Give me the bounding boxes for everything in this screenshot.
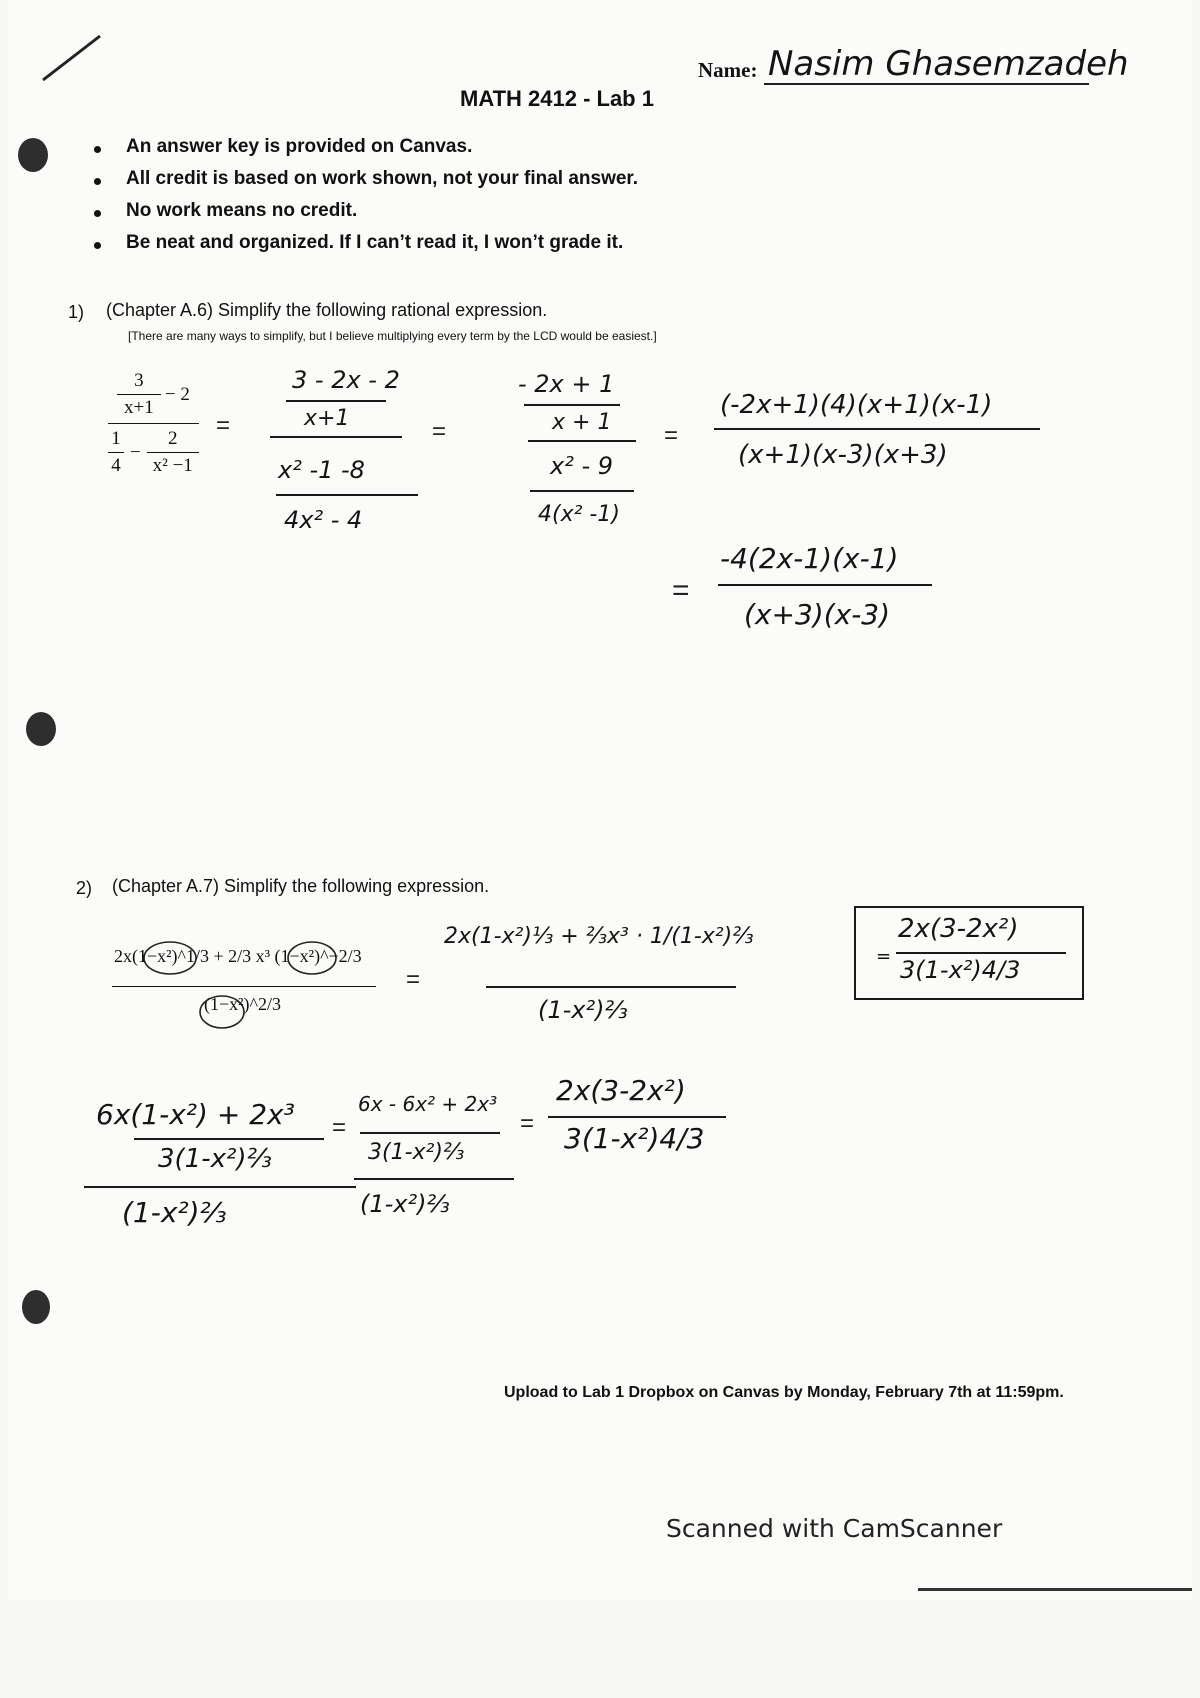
pen-stroke-mark [38,30,108,90]
given-bottom-a-denominator: 4 [111,455,121,476]
p2-answer-bar [896,952,1066,954]
scan-edge-line [918,1588,1192,1591]
scanned-page [8,0,1192,1600]
p1-step2-bottom-numerator: x² - 9 [550,452,614,480]
bullet-icon [94,178,101,185]
p2-step3-top: 6x - 6x² + 2x³ [358,1092,498,1116]
equals-sign: = [876,946,892,967]
given-bottom-b-denominator: x² −1 [152,455,193,476]
p2-step2-denominator: (1-x²)⅔ [122,1196,227,1229]
equals-sign: = [406,966,421,993]
p1-step4-numerator: -4(2x-1)(x-1) [720,542,899,575]
p1-step1-bottom-numerator: x² -1 -8 [278,456,365,484]
p2-step3-denominator: (1-x²)⅔ [360,1190,450,1218]
given-top-minus: − 2 [164,383,190,405]
p2-step3-middle: 3(1-x²)⅔ [368,1140,465,1165]
problem-1-hint: [There are many ways to simplify, but I believe multiplying every term by the LCD would be easiest.] [128,329,657,343]
instruction-item: All credit is based on work shown, not your final answer. [126,168,639,189]
problem-2-prompt: (Chapter A.7) Simplify the following expression. [112,876,490,896]
equals-sign: = [216,412,231,439]
given-top-numerator: 3 [134,370,144,391]
p1-step1-bottom-denominator: 4x² - 4 [284,506,363,534]
p2-step2-middle: 3(1-x²)⅔ [158,1144,272,1174]
p2-step4-bar [548,1116,726,1118]
page-title: MATH 2412 - Lab 1 [460,86,654,111]
bullet-icon [94,242,101,249]
instruction-item: Be neat and organized. If I can’t read it, I won’t grade it. [126,232,624,253]
p1-step2-top-numerator: - 2x + 1 [518,370,615,398]
bullet-icon [94,210,101,217]
p1-step1-top-numerator: 3 - 2x - 2 [292,366,400,394]
p1-step4-denominator: (x+3)(x-3) [744,598,891,631]
p2-answer-denominator: 3(1-x²)4/3 [900,956,1021,984]
equals-sign: = [432,418,447,445]
p2-step3-main-bar [354,1178,514,1180]
problem-1-number: 1) [68,302,85,322]
p1-step2-main-bar [528,440,636,442]
problem-1-prompt: (Chapter A.6) Simplify the following rational expression. [106,300,548,320]
given-bottom-b-numerator: 2 [167,428,178,449]
equals-sign: = [520,1110,535,1137]
p1-step2-top-denominator: x + 1 [552,410,612,435]
p2-given-numerator: 2x(1−x²)^1/3 + 2/3 x³ (1−x²)^−2/3 [114,946,362,966]
problem-2-number: 2) [76,878,93,898]
camscanner-watermark: Scanned with CamScanner [666,1514,1003,1543]
p2-step1-numerator: 2x(1-x²)⅓ + ⅔x³ · 1/(1-x²)⅔ [444,924,754,949]
punch-hole [18,138,48,172]
name-label: Name: [698,58,758,82]
equals-sign: = [664,422,679,449]
given-bottom-a-numerator: 1 [111,428,121,449]
p2-step2-main-bar [84,1186,356,1188]
equals-sign: = [332,1114,347,1141]
p2-step1-bar [486,986,736,988]
equals-sign: = [672,574,690,607]
p1-step1-main-bar [270,436,402,438]
bullet-icon [94,146,101,153]
p1-step3-denominator: (x+1)(x-3)(x+3) [738,440,948,470]
instruction-item: No work means no credit. [126,200,358,221]
p2-step2-top: 6x(1-x²) + 2x³ [96,1098,295,1131]
p2-given-denominator: (1−x²)^2/3 [204,994,281,1014]
student-name-handwritten: Nasim Ghasemzadeh [768,44,1129,84]
upload-deadline-note: Upload to Lab 1 Dropbox on Canvas by Monday, February 7th at 11:59pm. [504,1384,1064,1401]
p2-step4-denominator: 3(1-x²)4/3 [564,1122,705,1155]
punch-hole [22,1290,50,1324]
p1-step3-bar [714,428,1040,430]
p2-step1-denominator: (1-x²)⅔ [538,996,628,1024]
given-top-denominator: x+1 [124,397,154,418]
p1-step1-top-denominator: x+1 [304,406,350,431]
p1-step4-bar [718,584,932,586]
problem-1-given-expression: 3 x+1 − 2 1 4 − 2 x² −1 [108,370,199,477]
punch-hole [26,712,56,746]
p2-answer-numerator: 2x(3-2x²) [898,914,1019,944]
name-underline [764,83,1089,85]
p2-step4-numerator: 2x(3-2x²) [556,1074,686,1107]
instruction-item: An answer key is provided on Canvas. [126,136,473,157]
p1-step3-numerator: (-2x+1)(4)(x+1)(x-1) [720,390,993,420]
p1-step2-bottom-denominator: 4(x² -1) [538,502,620,527]
circled-annotations [142,934,382,1034]
